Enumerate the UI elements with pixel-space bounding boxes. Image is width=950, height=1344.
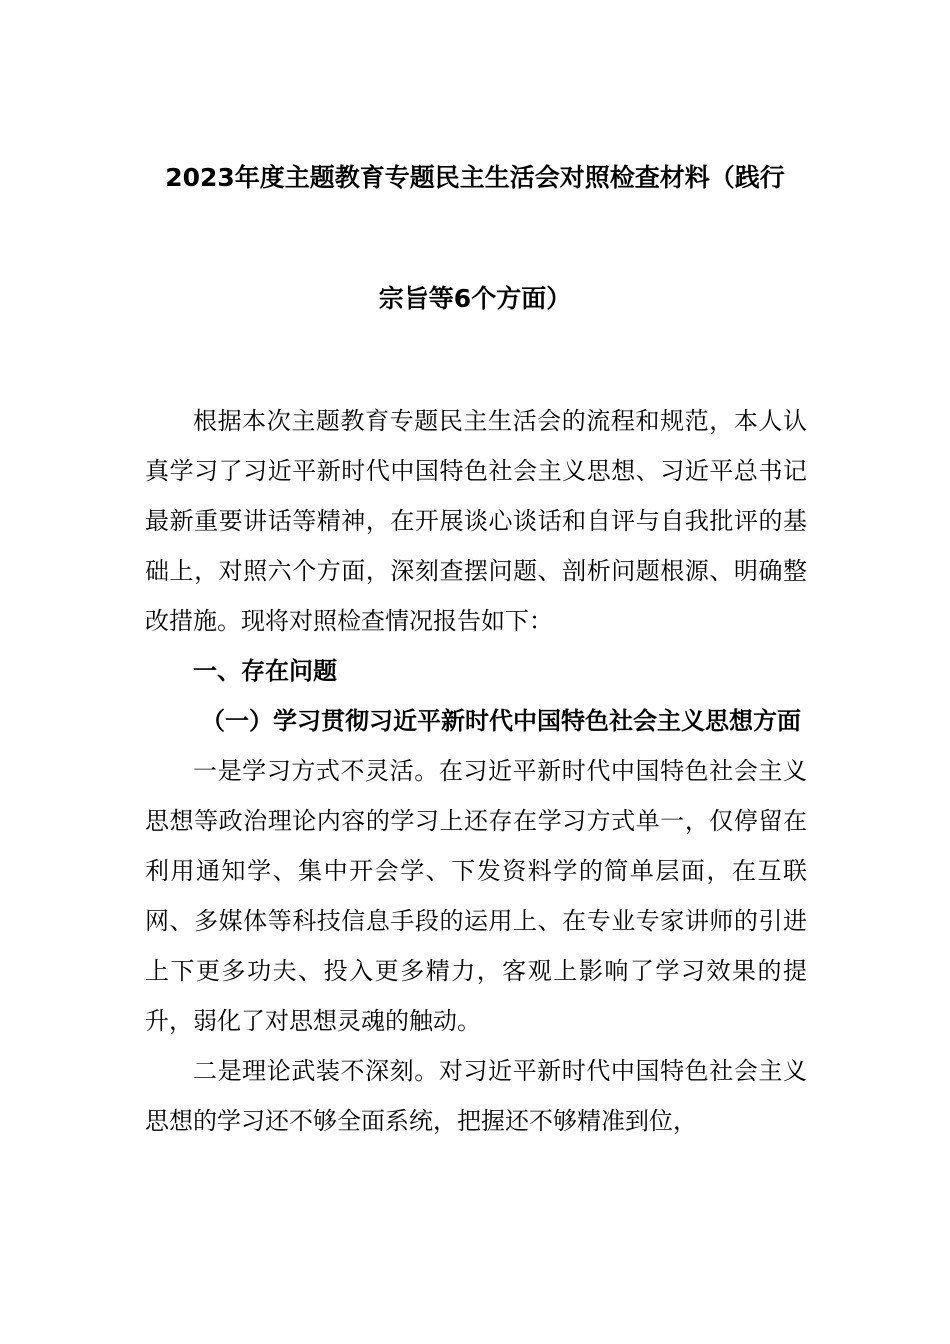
document-body — [145, 396, 807, 1146]
document-title-line-1: 2023年度主题教育专题民主生活会对照检查材料（践行 — [165, 163, 785, 192]
document-title-line-2: 宗旨等6个方面） — [378, 284, 572, 313]
subsection-heading: （一）学习贯彻习近平新时代中国特色社会主义思想方面 — [201, 707, 801, 735]
section-heading: 一、存在问题 — [193, 657, 337, 685]
body-paragraph-2: 二是理论武装不深刻。对习近平新时代中国特色社会主义思想的学习还不够全面系统，把握还不够精准到位， — [145, 1057, 807, 1135]
intro-paragraph: 根据本次主题教育专题民主生活会的流程和规范，本人认真学习了习近平新时代中国特色社会主义思想、习近平总书记最新重要讲话等精神，在开展谈心谈话和自评与自我批评的基础上，对照六个方面，深刻查摆问题、剖析问题根源、明确整改措施。现将对照检查情况报告如下： — [145, 407, 807, 635]
body-paragraph-1: 一是学习方式不灵活。在习近平新时代中国特色社会主义思想等政治理论内容的学习上还存在学习方式单一，仅停留在利用通知学、集中开会学、下发资料学的简单层面，在互联网、多媒体等科技信息手段的运用上、在专业专家讲师的引进上下更多功夫、投入更多精力，客观上影响了学习效果的提升，弱化了对思想灵魂的触动。 — [145, 757, 807, 1035]
